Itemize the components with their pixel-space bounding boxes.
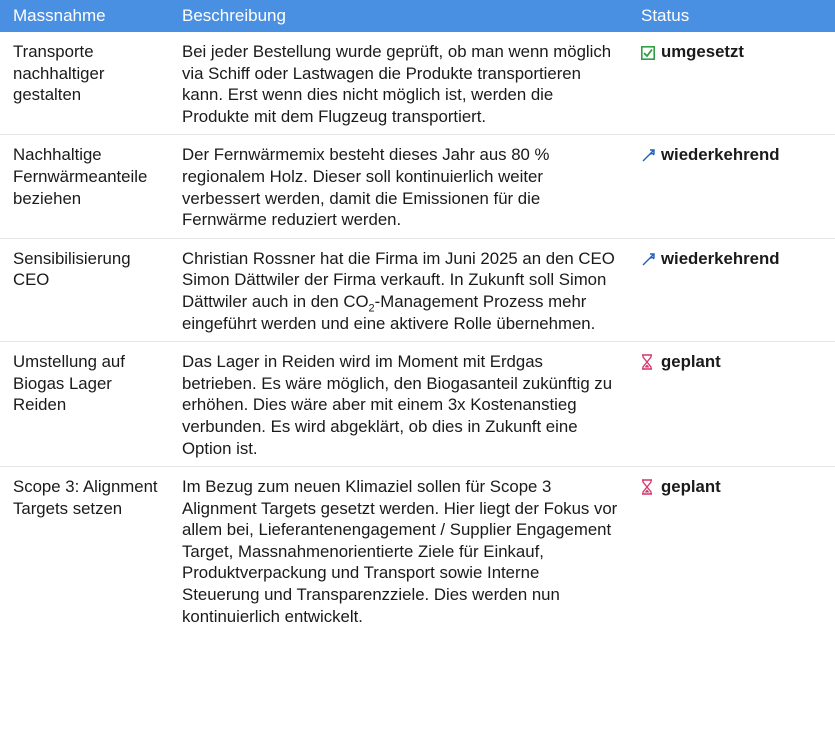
status-cell: [629, 239, 835, 341]
status-label: wiederkehrend: [661, 248, 780, 268]
status-badge: [641, 476, 835, 498]
description-cell: Das Lager in Reiden wird im Moment mit Erdgas betrieben. Es wäre möglich, den Biogasanteil zukünftig zu erhöhen. Dies wäre aber mit einem 3x Kostenanstieg verbunden. Es wird abgeklärt, ob dies in Zukunft eine Option ist.: [182, 352, 613, 458]
table-row: [0, 467, 835, 634]
hourglass-icon: [641, 479, 655, 495]
co2-subscript: 2: [368, 302, 375, 315]
status-cell: [629, 32, 835, 134]
status-cell: [629, 342, 835, 466]
status-label: wiederkehrend: [661, 145, 780, 165]
status-label: geplant: [661, 477, 721, 497]
measure-cell: Scope 3: Alignment Targets setzen: [13, 477, 158, 518]
header-beschreibung: Beschreibung: [182, 6, 286, 25]
description-text: Christian Rossner hat die Firma im Juni 2025 an den CEO Simon Dättwiler der Firma verkauft. In Zukunft soll Simon Dättwiler auch in den CO: [182, 248, 615, 311]
description-cell: Im Bezug zum neuen Klimaziel sollen für Scope 3 Alignment Targets gesetzt werden. Hier liegt der Fokus vor allem bei, Lieferantenengagement / Supplier Engagement Target, Massnahmenorientierte Ziele für Einkauf, Produktverpackung und Transport sowie Interne Steuerung und Transparenzziele. Dies werden nun kontinuierlich entwickelt.: [182, 477, 618, 626]
status-badge: [641, 144, 835, 166]
status-badge: [641, 41, 835, 63]
measure-cell: Transporte nachhaltiger gestalten: [13, 42, 105, 105]
measure-cell: Nachhaltige Fernwärmeanteile beziehen: [13, 145, 148, 208]
table-row: [0, 135, 835, 238]
status-cell: [629, 135, 835, 237]
measure-cell: Sensibilisierung CEO: [13, 248, 131, 290]
checkbox-icon: [641, 44, 655, 60]
measure-cell: Umstellung auf Biogas Lager Reiden: [13, 352, 125, 415]
status-label: geplant: [661, 352, 721, 372]
recurring-arrow-icon: [641, 251, 655, 267]
status-badge: [641, 351, 835, 373]
description-cell: Der Fernwärmemix besteht dieses Jahr aus 80 % regionalem Holz. Dieser soll kontinuierlich weiter verbessert werden, damit die Emissionen für die Fernwärme reduziert werden.: [182, 145, 550, 230]
status-cell: [629, 467, 835, 634]
description-text-cont: -Management Prozess mehr eingeführt werden und eine aktivere Rolle übernehmen.: [182, 291, 596, 333]
table-row: [0, 239, 835, 342]
table-row: [0, 32, 835, 135]
table-row: [0, 342, 835, 467]
status-badge: [641, 248, 835, 270]
status-label: umgesetzt: [661, 42, 744, 61]
header-massnahme: Massnahme: [13, 6, 106, 25]
description-cell: [170, 239, 629, 341]
recurring-arrow-icon: [641, 147, 655, 163]
header-status: Status: [641, 6, 690, 25]
description-cell: Bei jeder Bestellung wurde geprüft, ob man wenn möglich via Schiff oder Lastwagen die Produkte transportieren kann. Erst wenn dies nicht möglich ist, werden die Produkte mit dem Flugzeug transportiert.: [182, 42, 612, 126]
hourglass-icon: [641, 354, 655, 370]
table-header: [0, 0, 835, 32]
